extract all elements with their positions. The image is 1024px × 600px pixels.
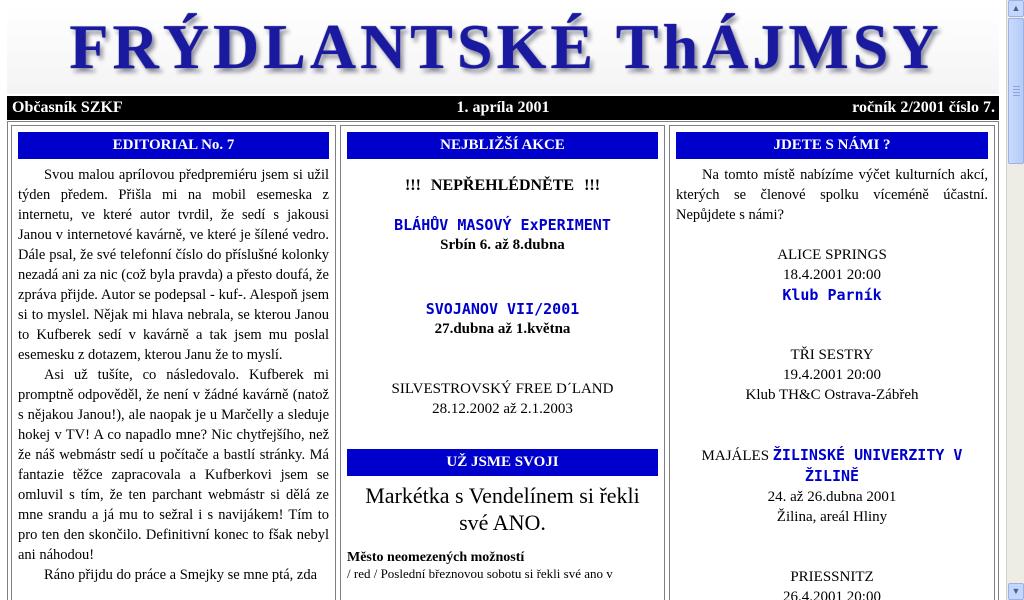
masthead-title: FRÝDLANTSKÉ ThÁJMSY [69, 11, 943, 82]
event-item [341, 299, 664, 339]
event-date: 28.12.2002 až 2.1.2003 [432, 401, 573, 417]
event-link[interactable]: BLÁHŮV MASOVÝ ExPERIMENT [394, 216, 611, 234]
event-item [341, 379, 664, 419]
culture-event-name: TŘI SESTRY [790, 347, 874, 363]
event-date: Srbín 6. až 8.dubna [440, 237, 565, 253]
events-heading: NEJBLIŽŠÍ AKCE [347, 132, 658, 159]
culture-event-date: 19.4.2001 20:00 [783, 367, 881, 383]
culture-item [670, 345, 994, 405]
event-item [341, 215, 664, 255]
event-title: SILVESTROVSKÝ FREE D´LAND [391, 381, 614, 397]
editorial-paragraph: Ráno přijdu do práce a Smejky se mne ptá, zda [44, 567, 318, 583]
editorial-heading: EDITORIAL No. 7 [18, 132, 329, 159]
news-heading: UŽ JSME SVOJI [347, 449, 658, 476]
event-link[interactable]: SVOJANOV VII/2001 [425, 300, 580, 318]
culture-item [670, 445, 994, 527]
news-snippet: / red / Poslední březnovou sobotu si řekli své ano v [347, 566, 613, 581]
culture-event-date: 26.4.2001 20:00 [783, 589, 881, 600]
culture-column [669, 125, 995, 600]
culture-heading: JDETE S NÁMI ? [676, 132, 988, 159]
scroll-up-arrow-icon[interactable]: ▲ [1008, 0, 1024, 17]
vertical-scrollbar[interactable] [1006, 0, 1024, 600]
culture-intro-text: Na tomto místě nabízíme výčet kulturních akcí, kterých se členové spolku víceméně účastní. Nepůjdete s námi? [676, 167, 988, 223]
culture-event-venue: Klub TH&C Ostrava-Zábřeh [745, 387, 919, 403]
events-tagline: !!! NEPŘEHLÉDNĚTE !!! [404, 177, 601, 194]
culture-event-prefix: MAJÁLES [701, 448, 770, 464]
event-date: 27.dubna až 1.května [434, 321, 571, 337]
editorial-column [11, 125, 336, 600]
culture-event-name: PRIESSNITZ [790, 569, 874, 585]
culture-event-venue: Žilina, areál Hliny [776, 509, 888, 525]
events-column [340, 125, 665, 600]
culture-event-name: ALICE SPRINGS [777, 247, 887, 263]
editorial-paragraph: Asi už tušíte, co následovalo. Kufberek mi promptně odpověděl, že není v žádné kavárně (natož s nějakou Janou!), ale naopak je u Marčelly a sleduje hokej v TV! A co napadlo mne? Nic chytřejšího, než že náš webmástr sedí u počítače a bastlí stránky. Má fantazie těžce zapracovala a Kufberkovi jsem se omluvil s tím, že ten parchant webmástr si dělá ze mne srandu a já mu to sežral i s navijákem! Tím to pro ten den skončilo. Definitivní konec to fšak nebyl ani náhodou! [18, 367, 329, 563]
scroll-down-arrow-icon[interactable]: ▼ [1008, 583, 1024, 600]
grip-line [1013, 95, 1020, 96]
issue-number: ročník 2/2001 číslo 7. [852, 99, 995, 116]
culture-event-link[interactable]: ŽILINSKÉ UNIVERZITY V ŽILINĚ [772, 446, 963, 485]
scrollbar-thumb[interactable] [1008, 18, 1024, 164]
grip-line [1013, 89, 1020, 90]
culture-item [670, 567, 994, 600]
info-bar [7, 96, 999, 120]
masthead-banner [7, 6, 999, 94]
editorial-body [18, 165, 329, 585]
venue-link[interactable]: Klub Parník [782, 286, 882, 304]
culture-intro [676, 165, 988, 225]
publication-type: Občasník SZKF [12, 99, 123, 116]
grip-line [1013, 92, 1020, 93]
news-headline: Markétka s Vendelínem si řekli své ANO. [365, 483, 640, 535]
editorial-paragraph: Svou malou aprílovou předpremiéru jsem si užil týden předem. Přišla mi na mobil esemeska z internetu, ve které autor tvrdil, že sedí s jakousi Janou v internetové kavárně, ve které je šílené vedro. Dále psal, že své telefonní číslo do příslušné kolonky nezadá ani za nic (což byla pravda) a přesto doufá, že zpráva přijde. Autor se podepsal - kuf-. Alespoň jsem si to myslel. Nějak mi hlava nebrala, se kterou Janou to Kufberek sedí v kavárně a tak jsem mu poslal esemesku z dotazem, kterou Janu že to myslí. [18, 167, 329, 363]
culture-event-date: 24. až 26.dubna 2001 [767, 489, 897, 505]
culture-item [670, 245, 994, 305]
grip-line [1013, 86, 1020, 87]
culture-event-date: 18.4.2001 20:00 [783, 267, 881, 283]
content-grid [7, 121, 999, 600]
news-place: Město neomezených možností [347, 550, 525, 565]
culture-event-name [670, 445, 994, 487]
issue-date: 1. apríla 2001 [456, 99, 550, 116]
